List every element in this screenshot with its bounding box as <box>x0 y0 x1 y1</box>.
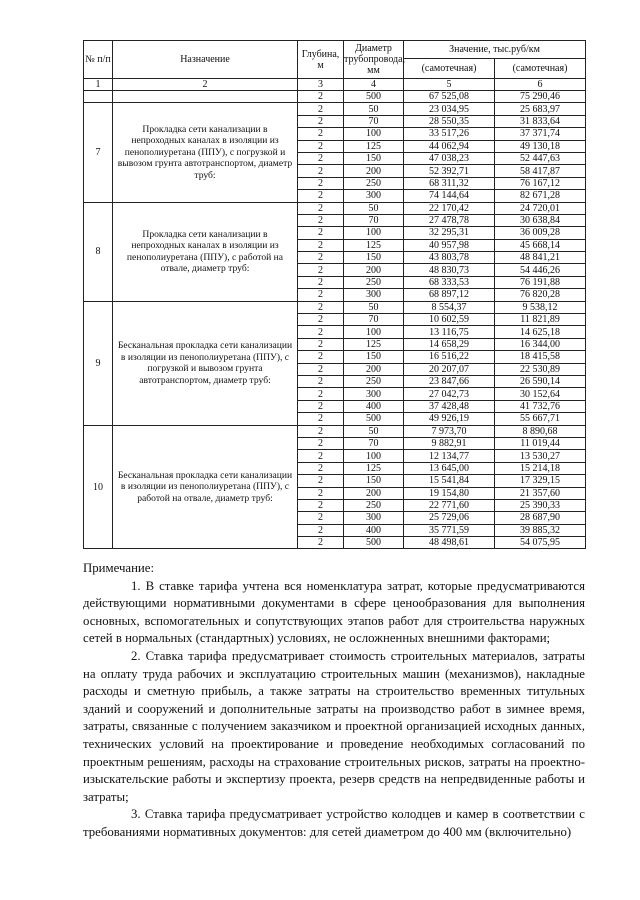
value-col6-cell: 17 329,15 <box>495 475 586 487</box>
diameter-cell: 50 <box>344 202 404 214</box>
value-col5-cell: 22 771,60 <box>404 499 495 511</box>
value-col5-cell: 33 517,26 <box>404 128 495 140</box>
diameter-cell: 500 <box>344 91 404 103</box>
value-col6-cell: 48 841,21 <box>495 252 586 264</box>
notes-section <box>83 560 585 842</box>
value-col5-cell: 40 957,98 <box>404 239 495 251</box>
diameter-cell: 200 <box>344 264 404 276</box>
value-col5-cell: 9 882,91 <box>404 437 495 449</box>
value-col5-cell: 74 144,64 <box>404 190 495 202</box>
group-number-cell: 10 <box>84 425 113 549</box>
depth-cell: 2 <box>298 239 344 251</box>
group-purpose-cell: Прокладка сети канализации в непроходных каналах в изоляции из пенополиуретана (ППУ), с работой на отвале, диаметр труб: <box>113 202 298 301</box>
diameter-cell: 250 <box>344 276 404 288</box>
value-col6-cell: 75 290,46 <box>495 91 586 103</box>
tariff-table <box>83 40 586 549</box>
group-purpose-cell: Бесканальная прокладка сети канализации в изоляции из пенополиуретана (ППУ), с погрузкой и вывозом грунта автотранспортом, диаметр труб: <box>113 301 298 425</box>
header-num: № п/п <box>84 41 113 79</box>
depth-cell: 2 <box>298 140 344 152</box>
value-col6-cell: 13 530,27 <box>495 450 586 462</box>
group-number-cell: 8 <box>84 202 113 301</box>
value-col5-cell: 37 428,48 <box>404 400 495 412</box>
table-row <box>84 425 586 437</box>
value-col6-cell: 25 683,97 <box>495 103 586 115</box>
group-purpose-cell: Прокладка сети канализации в непроходных каналах в изоляции из пенополиуретана (ППУ), с погрузкой и вывозом грунта автотранспортом, диаметр труб: <box>113 103 298 202</box>
depth-cell: 2 <box>298 264 344 276</box>
diameter-cell: 250 <box>344 375 404 387</box>
value-col6-cell: 45 668,14 <box>495 239 586 251</box>
depth-cell: 2 <box>298 375 344 387</box>
value-col5-cell: 12 134,77 <box>404 450 495 462</box>
value-col6-cell: 30 638,84 <box>495 214 586 226</box>
diameter-cell: 100 <box>344 128 404 140</box>
index-cell: 5 <box>404 79 495 91</box>
diameter-cell: 500 <box>344 413 404 425</box>
value-col6-cell: 15 214,18 <box>495 462 586 474</box>
depth-cell: 2 <box>298 537 344 549</box>
value-col5-cell: 27 478,78 <box>404 214 495 226</box>
index-cell: 6 <box>495 79 586 91</box>
depth-cell: 2 <box>298 103 344 115</box>
diameter-cell: 300 <box>344 512 404 524</box>
depth-cell: 2 <box>298 437 344 449</box>
value-col5-cell: 8 554,37 <box>404 301 495 313</box>
value-col6-cell: 9 538,12 <box>495 301 586 313</box>
value-col5-cell: 68 333,53 <box>404 276 495 288</box>
value-col6-cell: 82 671,28 <box>495 190 586 202</box>
depth-cell: 2 <box>298 202 344 214</box>
value-col5-cell: 49 926,19 <box>404 413 495 425</box>
header-depth: Глубина, м <box>298 41 344 79</box>
index-cell: 3 <box>298 79 344 91</box>
diameter-cell: 200 <box>344 363 404 375</box>
value-col6-cell: 41 732,76 <box>495 400 586 412</box>
value-col5-cell: 10 602,59 <box>404 314 495 326</box>
index-cell: 4 <box>344 79 404 91</box>
diameter-cell: 100 <box>344 227 404 239</box>
value-col6-cell: 18 415,58 <box>495 351 586 363</box>
depth-cell: 2 <box>298 128 344 140</box>
depth-cell: 2 <box>298 338 344 350</box>
depth-cell: 2 <box>298 165 344 177</box>
value-col6-cell: 76 820,28 <box>495 289 586 301</box>
value-col5-cell: 44 062,94 <box>404 140 495 152</box>
diameter-cell: 125 <box>344 239 404 251</box>
value-col6-cell: 11 019,44 <box>495 437 586 449</box>
depth-cell: 2 <box>298 115 344 127</box>
value-col6-cell: 36 009,28 <box>495 227 586 239</box>
group-purpose-cell: Бесканальная прокладка сети канализации в изоляции из пенополиуретана (ППУ), с работой на отвале, диаметр труб: <box>113 425 298 549</box>
diameter-cell: 400 <box>344 524 404 536</box>
diameter-cell: 300 <box>344 190 404 202</box>
value-col6-cell: 58 417,87 <box>495 165 586 177</box>
value-col5-cell: 52 392,71 <box>404 165 495 177</box>
diameter-cell: 70 <box>344 437 404 449</box>
value-col6-cell: 39 885,32 <box>495 524 586 536</box>
depth-cell: 2 <box>298 462 344 474</box>
value-col5-cell: 48 830,73 <box>404 264 495 276</box>
value-col5-cell: 28 550,35 <box>404 115 495 127</box>
diameter-cell: 500 <box>344 537 404 549</box>
value-col6-cell: 76 167,12 <box>495 177 586 189</box>
table-body <box>84 91 586 549</box>
diameter-cell: 50 <box>344 301 404 313</box>
note-item-3: 3. Ставка тарифа предусматривает устройство колодцев и камер в соответствии с требованиями нормативных документов: для сетей диаметром до 400 мм (включительно) <box>83 807 585 839</box>
diameter-cell: 100 <box>344 326 404 338</box>
value-col5-cell: 13 116,75 <box>404 326 495 338</box>
value-col5-cell: 43 803,78 <box>404 252 495 264</box>
value-col5-cell: 68 311,32 <box>404 177 495 189</box>
note-item-1: 1. В ставке тарифа учтена вся номенклатура затрат, которые предусматриваются действующими нормативными документами в сфере ценообразования для выполнения основных, вспомогательных и сопутствующих этапов работ для строительства наружных сетей в нормальных (стандартных) условиях, не осложненных внешними факторами; <box>83 578 585 646</box>
value-col6-cell: 55 667,71 <box>495 413 586 425</box>
depth-cell: 2 <box>298 425 344 437</box>
value-col5-cell: 47 038,23 <box>404 152 495 164</box>
header-col6: (самотечная) <box>495 59 586 79</box>
diameter-cell: 150 <box>344 152 404 164</box>
table-row <box>84 202 586 214</box>
diameter-cell: 70 <box>344 115 404 127</box>
depth-cell: 2 <box>298 400 344 412</box>
value-col6-cell: 16 344,00 <box>495 338 586 350</box>
depth-cell: 2 <box>298 314 344 326</box>
diameter-cell: 200 <box>344 487 404 499</box>
depth-cell: 2 <box>298 190 344 202</box>
depth-cell: 2 <box>298 276 344 288</box>
depth-cell: 2 <box>298 512 344 524</box>
value-col6-cell: 49 130,18 <box>495 140 586 152</box>
value-col6-cell: 14 625,18 <box>495 326 586 338</box>
depth-cell: 2 <box>298 227 344 239</box>
value-col5-cell: 25 729,06 <box>404 512 495 524</box>
index-cell: 2 <box>113 79 298 91</box>
depth-cell: 2 <box>298 388 344 400</box>
value-col5-cell: 19 154,80 <box>404 487 495 499</box>
value-col5-cell: 22 170,42 <box>404 202 495 214</box>
depth-cell: 2 <box>298 177 344 189</box>
depth-cell: 2 <box>298 499 344 511</box>
diameter-cell: 125 <box>344 462 404 474</box>
diameter-cell: 250 <box>344 177 404 189</box>
group-number-cell <box>84 91 113 103</box>
group-number-cell: 9 <box>84 301 113 425</box>
diameter-cell: 70 <box>344 214 404 226</box>
value-col6-cell: 28 687,90 <box>495 512 586 524</box>
depth-cell: 2 <box>298 351 344 363</box>
note-item-2: 2. Ставка тарифа предусматривает стоимость строительных материалов, затраты на оплату труда рабочих и эксплуатацию строительных машин (механизмов), накладные расходы и сметную прибыль, а также затраты на строительство временных титульных зданий и сооружений и дополнительные затраты на производство работ в зимнее время, затраты, связанные с получением заказчиком и проектной организацией исходных данных, технических условий на проектирование и проведение необходимых согласований по проектным решениям, расходы на страхование строительных рисков, затраты на проектно-изыскательские работы и экспертизу проекта, резерв средств на непредвиденные работы и затраты; <box>83 648 585 804</box>
depth-cell: 2 <box>298 152 344 164</box>
depth-cell: 2 <box>298 252 344 264</box>
value-col5-cell: 15 541,84 <box>404 475 495 487</box>
table-row <box>84 103 586 115</box>
diameter-cell: 70 <box>344 314 404 326</box>
depth-cell: 2 <box>298 289 344 301</box>
value-col6-cell: 24 720,01 <box>495 202 586 214</box>
value-col5-cell: 14 658,29 <box>404 338 495 350</box>
diameter-cell: 250 <box>344 499 404 511</box>
depth-cell: 2 <box>298 450 344 462</box>
header-purpose: Назначение <box>113 41 298 79</box>
value-col6-cell: 22 530,89 <box>495 363 586 375</box>
depth-cell: 2 <box>298 413 344 425</box>
diameter-cell: 125 <box>344 140 404 152</box>
depth-cell: 2 <box>298 487 344 499</box>
depth-cell: 2 <box>298 363 344 375</box>
diameter-cell: 300 <box>344 388 404 400</box>
depth-cell: 2 <box>298 91 344 103</box>
value-col6-cell: 26 590,14 <box>495 375 586 387</box>
value-col5-cell: 32 295,31 <box>404 227 495 239</box>
group-number-cell: 7 <box>84 103 113 202</box>
diameter-cell: 400 <box>344 400 404 412</box>
value-col6-cell: 54 075,95 <box>495 537 586 549</box>
header-value-group: Значение, тыс.руб/км <box>404 41 586 59</box>
depth-cell: 2 <box>298 524 344 536</box>
value-col6-cell: 52 447,63 <box>495 152 586 164</box>
value-col6-cell: 31 833,64 <box>495 115 586 127</box>
diameter-cell: 50 <box>344 425 404 437</box>
value-col5-cell: 27 042,73 <box>404 388 495 400</box>
value-col5-cell: 48 498,61 <box>404 537 495 549</box>
depth-cell: 2 <box>298 301 344 313</box>
index-cell: 1 <box>84 79 113 91</box>
diameter-cell: 300 <box>344 289 404 301</box>
column-index-row <box>84 79 586 91</box>
header-diameter: Диаметр трубопровода, мм <box>344 41 404 79</box>
diameter-cell: 150 <box>344 252 404 264</box>
value-col6-cell: 25 390,33 <box>495 499 586 511</box>
table-row <box>84 91 586 103</box>
header-col5: (самотечная) <box>404 59 495 79</box>
diameter-cell: 100 <box>344 450 404 462</box>
value-col5-cell: 68 897,12 <box>404 289 495 301</box>
value-col6-cell: 11 821,89 <box>495 314 586 326</box>
diameter-cell: 150 <box>344 475 404 487</box>
notes-title: Примечание: <box>83 561 154 575</box>
group-purpose-cell <box>113 91 298 103</box>
diameter-cell: 200 <box>344 165 404 177</box>
depth-cell: 2 <box>298 475 344 487</box>
value-col6-cell: 76 191,88 <box>495 276 586 288</box>
value-col5-cell: 23 034,95 <box>404 103 495 115</box>
value-col6-cell: 8 890,68 <box>495 425 586 437</box>
value-col5-cell: 16 516,22 <box>404 351 495 363</box>
value-col5-cell: 20 207,07 <box>404 363 495 375</box>
value-col6-cell: 21 357,60 <box>495 487 586 499</box>
value-col5-cell: 7 973,70 <box>404 425 495 437</box>
depth-cell: 2 <box>298 326 344 338</box>
diameter-cell: 50 <box>344 103 404 115</box>
diameter-cell: 150 <box>344 351 404 363</box>
value-col5-cell: 67 525,08 <box>404 91 495 103</box>
table-row <box>84 301 586 313</box>
value-col6-cell: 37 371,74 <box>495 128 586 140</box>
value-col6-cell: 30 152,64 <box>495 388 586 400</box>
value-col5-cell: 13 645,00 <box>404 462 495 474</box>
value-col5-cell: 35 771,59 <box>404 524 495 536</box>
depth-cell: 2 <box>298 214 344 226</box>
diameter-cell: 125 <box>344 338 404 350</box>
value-col6-cell: 54 446,26 <box>495 264 586 276</box>
value-col5-cell: 23 847,66 <box>404 375 495 387</box>
